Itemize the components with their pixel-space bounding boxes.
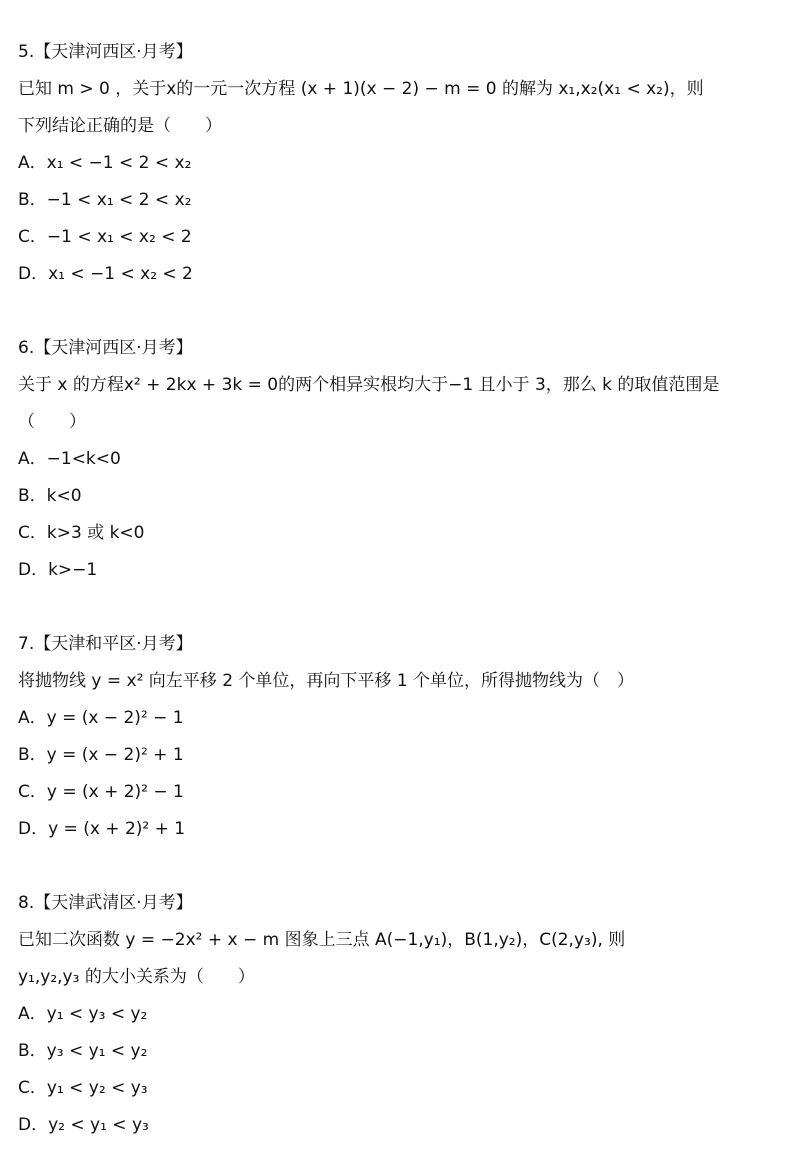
question-stem-line: （ ） [18,412,86,432]
option-c: C．y₁ < y₂ < y₃ [18,1078,148,1098]
option-d: D．y = (x + 2)² + 1 [18,819,186,839]
question-title: 8.【天津武清区·月考】 [18,893,193,913]
question-7 [18,626,778,848]
option-b: B．y₃ < y₁ < y₂ [18,1041,148,1061]
option-a: A．−1<k<0 [18,449,121,469]
question-8 [18,885,778,1144]
question-title: 6.【天津河西区·月考】 [18,338,193,358]
option-c: C．−1 < x₁ < x₂ < 2 [18,227,192,247]
question-stem-line: 已知 m > 0 ，关于x的一元一次方程 (x + 1)(x − 2) − m = 0 的解为 x₁,x₂(x₁ < x₂)，则 [18,79,704,99]
question-stem-line: 将抛物线 y = x² 向左平移 2 个单位，再向下平移 1 个单位，所得抛物线为（ ） [18,671,635,691]
option-b: B．y = (x − 2)² + 1 [18,745,184,765]
question-stem-line: 关于 x 的方程x² + 2kx + 3k = 0的两个相异实根均大于−1 且小于 3，那么 k 的取值范围是 [18,375,720,395]
option-b: B．−1 < x₁ < 2 < x₂ [18,190,192,210]
option-a: A．y₁ < y₃ < y₂ [18,1004,148,1024]
option-a: A．y = (x − 2)² − 1 [18,708,184,728]
option-d: D．y₂ < y₁ < y₃ [18,1115,149,1135]
question-title: 7.【天津和平区·月考】 [18,634,193,654]
question-title: 5.【天津河西区·月考】 [18,42,193,62]
option-b: B．k<0 [18,486,82,506]
option-d: D．x₁ < −1 < x₂ < 2 [18,264,193,284]
question-6 [18,330,778,589]
question-stem-line: y₁,y₂,y₃ 的大小关系为（ ） [18,967,255,987]
question-5 [18,34,778,293]
option-d: D．k>−1 [18,560,98,580]
question-stem-line: 已知二次函数 y = −2x² + x − m 图象上三点 A(−1,y₁)，B(1,y₂)，C(2,y₃), 则 [18,930,626,950]
option-a: A．x₁ < −1 < 2 < x₂ [18,153,192,173]
question-stem-line: 下列结论正确的是（ ） [18,116,222,136]
option-c: C．k>3 或 k<0 [18,523,145,543]
option-c: C．y = (x + 2)² − 1 [18,782,184,802]
